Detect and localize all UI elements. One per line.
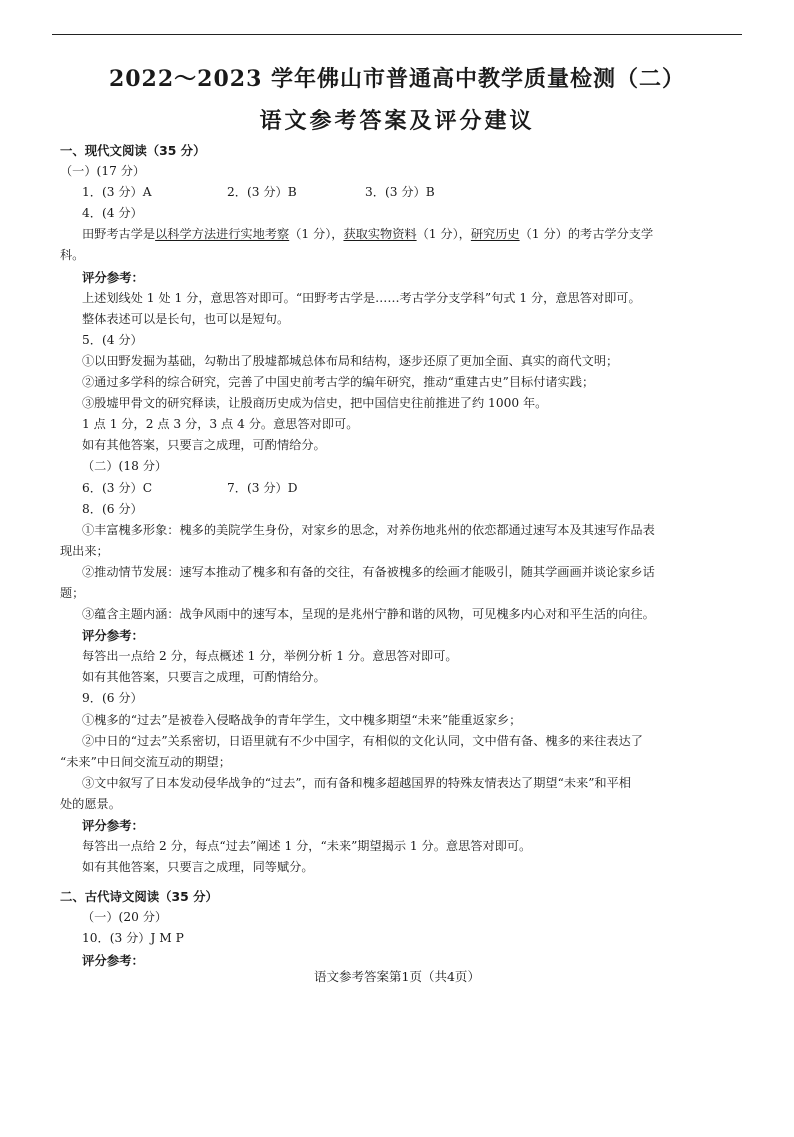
scoring-q4-1: 上述划线处 1 处 1 分，意思答对即可。“田野考古学是……考古学分支学科”句式 1 分，意思答对即可。 bbox=[82, 290, 641, 305]
question-8: 8．(6 分） bbox=[82, 501, 143, 516]
answer-q4-line2: 科。 bbox=[60, 248, 85, 263]
scoring-q4-2: 整体表述可以是长句，也可以是短句。 bbox=[82, 311, 290, 326]
text: （1 分）， bbox=[416, 227, 471, 242]
answers-6-7 bbox=[60, 478, 740, 499]
answer-q9-1: ①槐多的“过去”是被卷入侵略战争的青年学生，文中槐多期望“未来”能重返家乡； bbox=[82, 712, 522, 727]
scoring-q9-1: 每答出一点给 2 分，每点“过去”阐述 1 分，“未来”期望揭示 1 分。意思答对即可。 bbox=[82, 839, 532, 854]
answer-q7: 7．(3 分）D bbox=[227, 480, 298, 495]
scoring-ref-q4: 评分参考： bbox=[82, 269, 144, 285]
question-4: 4．(4 分） bbox=[82, 206, 143, 221]
answer-q5-2: ②通过多学科的综合研究，完善了中国史前考古学的编年研究，推动“重建古史”目标付诸实践； bbox=[82, 375, 595, 390]
scoring-q8-1: 每答出一点给 2 分，每点概述 1 分，举例分析 1 分。意思答对即可。 bbox=[82, 649, 458, 664]
section-heading-1: 一、现代文阅读（35 分） bbox=[60, 143, 206, 158]
answer-q5-3: ③殷墟甲骨文的研究释读，让殷商历史成为信史，把中国信史往前推进了约 1000 年。 bbox=[82, 396, 548, 411]
underlined-point: 以科学方法进行实地考察 bbox=[155, 227, 290, 242]
underlined-point: 研究历史 bbox=[470, 227, 520, 242]
answer-q5-1: ①以田野发掘为基础，勾勒出了殷墟都城总体布局和结构，逐步还原了更加全面、真实的商代文明； bbox=[82, 353, 619, 368]
scoring-ref-q9: 评分参考： bbox=[82, 818, 144, 833]
question-9: 9．(6 分） bbox=[82, 691, 143, 706]
answer-q8-2b: 题； bbox=[60, 585, 85, 600]
answer-q8-1b: 现出来； bbox=[60, 543, 109, 558]
section-heading-2: 二、古代诗文阅读（35 分） bbox=[60, 889, 218, 905]
document-subtitle: 语文参考答案及评分建议 bbox=[259, 108, 535, 134]
answer-q8-1a: ①丰富槐多形象：槐多的美院学生身份，对家乡的思念，对养伤地兆州的依恋都通过速写本及其速写作品表 bbox=[82, 522, 655, 537]
underlined-point: 获取实物资料 bbox=[343, 227, 417, 242]
scoring-ref-q8: 评分参考： bbox=[82, 628, 144, 644]
scoring-q5-1: 1 点 1 分，2 点 3 分，3 点 4 分。意思答对即可。 bbox=[82, 417, 359, 432]
answer-q9-3a: ③文中叙写了日本发动侵华战争的“过去”，而有备和槐多超越国界的特殊友情表达了期望“未来”和平相 bbox=[82, 775, 631, 790]
scoring-q5-2: 如有其他答案，只要言之成理，可酌情给分。 bbox=[82, 438, 326, 453]
top-rule bbox=[52, 34, 742, 35]
document-title: 2022～2023 学年佛山市普通高中教学质量检测（二） bbox=[108, 66, 686, 92]
answer-q10: 10．(3 分）J M P bbox=[82, 931, 184, 946]
scoring-q8-2: 如有其他答案，只要言之成理，可酌情给分。 bbox=[82, 670, 326, 685]
answer-q3: 3．(3 分）B bbox=[365, 185, 435, 200]
text: 田野考古学是 bbox=[82, 227, 156, 242]
scoring-ref-q10: 评分参考： bbox=[82, 952, 144, 968]
answer-q8-2a: ②推动情节发展：速写本推动了槐多和有备的交往，有备被槐多的绘画才能吸引，随其学画画并谈论家乡话 bbox=[82, 564, 655, 579]
answer-q6: 6．(3 分）C bbox=[82, 480, 153, 495]
answer-q9-3b: 处的愿景。 bbox=[60, 796, 121, 811]
answer-q9-2b: “未来”中日间交流互动的期望； bbox=[60, 754, 231, 769]
question-5: 5．(4 分） bbox=[82, 332, 143, 347]
subsection-2-1: （一）(20 分） bbox=[82, 910, 168, 925]
answer-content bbox=[60, 140, 740, 971]
spacer bbox=[60, 878, 740, 886]
subsection-1-1: （一）(17 分） bbox=[60, 164, 146, 179]
answer-q8-3: ③蕴含主题内涵：战争风雨中的速写本，呈现的是兆州宁静和谐的风物，可见槐多内心对和平生活的向往。 bbox=[82, 607, 655, 622]
text: （1 分）的考古学分支学 bbox=[519, 227, 654, 242]
answer-q4-line1 bbox=[60, 224, 740, 245]
answers-1-3 bbox=[60, 182, 740, 203]
answer-q9-2a: ②中日的“过去”关系密切，日语里就有不少中国字，有相似的文化认同，文中借有备、槐多的来往表达了 bbox=[82, 733, 643, 748]
subsection-1-2: （二）(18 分） bbox=[82, 459, 168, 474]
answer-q2: 2．(3 分）B bbox=[227, 185, 297, 200]
scoring-q9-2: 如有其他答案，只要言之成理，同等赋分。 bbox=[82, 860, 314, 875]
page-footer: 语文参考答案第1页（共4页） bbox=[314, 969, 480, 984]
text: （1 分）， bbox=[289, 227, 344, 242]
answer-q1: 1．(3 分）A bbox=[82, 185, 152, 200]
